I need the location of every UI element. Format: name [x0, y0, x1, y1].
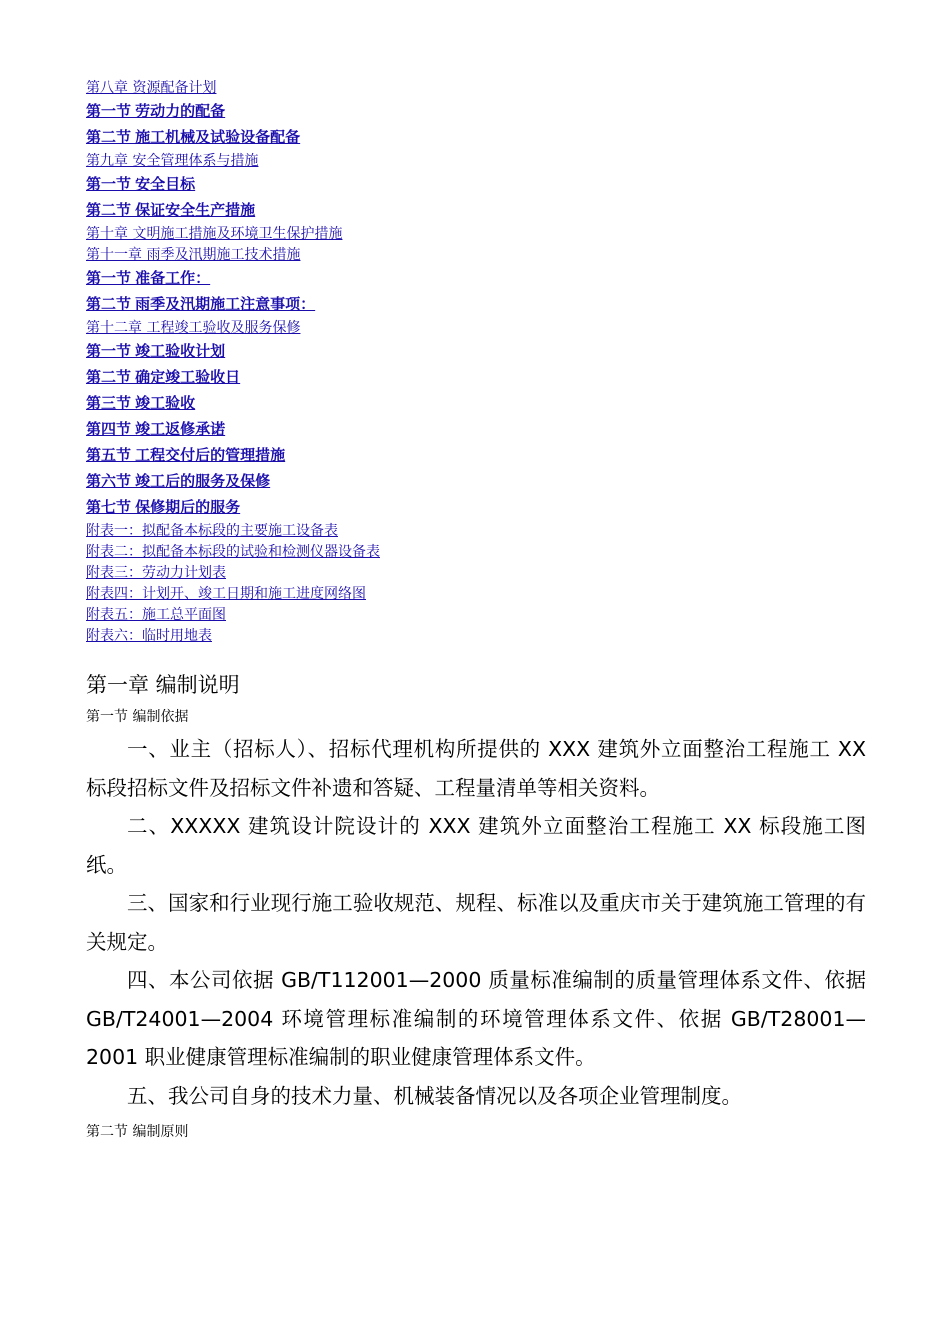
toc-link-section-8-1[interactable]: 第一节 劳动力的配备: [86, 103, 226, 120]
body-paragraph: 二、XXXXX 建筑设计院设计的 XXX 建筑外立面整治工程施工 XX 标段施工图纸。: [86, 814, 866, 877]
body-paragraph: 三、国家和行业现行施工验收规范、规程、标准以及重庆市关于建筑施工管理的有关规定。: [86, 891, 866, 954]
toc-link-appendix-3[interactable]: 附表三：劳动力计划表: [86, 565, 226, 581]
toc-link-section-12-7[interactable]: 第七节 保修期后的服务: [86, 499, 241, 516]
toc-link-chapter-11[interactable]: 第十一章 雨季及汛期施工技术措施: [86, 247, 301, 263]
toc-link-section-12-5[interactable]: 第五节 工程交付后的管理措施: [86, 447, 286, 464]
toc-link-section-9-1[interactable]: 第一节 安全目标: [86, 176, 196, 193]
toc-link-section-11-2[interactable]: 第二节 雨季及汛期施工注意事项：: [86, 296, 316, 313]
body-paragraph: 四、本公司依据 GB/T112001—2000 质量标准编制的质量管理体系文件、依据 GB/T24001—2004 环境管理标准编制的环境管理体系文件、依据 GB/T28001—2001 职业健康管理标准编制的职业健康管理体系文件。: [86, 968, 866, 1069]
toc-link-section-12-4[interactable]: 第四节 竣工返修承诺: [86, 421, 226, 438]
section-title-basis: 第一节 编制依据: [86, 709, 189, 725]
document-body: [86, 666, 866, 1147]
toc-link-appendix-6[interactable]: 附表六：临时用地表: [86, 628, 212, 644]
toc-link-chapter-8[interactable]: 第八章 资源配备计划: [86, 80, 217, 96]
toc-link-section-9-2[interactable]: 第二节 保证安全生产措施: [86, 202, 256, 219]
toc-link-appendix-4[interactable]: 附表四：计划开、竣工日期和施工进度网络图: [86, 586, 366, 602]
toc-link-appendix-2[interactable]: 附表二：拟配备本标段的试验和检测仪器设备表: [86, 544, 380, 560]
toc-link-chapter-9[interactable]: 第九章 安全管理体系与措施: [86, 153, 259, 169]
chapter-title: 第一章 编制说明: [86, 673, 240, 697]
toc-link-section-12-3[interactable]: 第三节 竣工验收: [86, 395, 196, 412]
toc-link-section-11-1[interactable]: 第一节 准备工作：: [86, 270, 211, 287]
toc-link-section-12-6[interactable]: 第六节 竣工后的服务及保修: [86, 473, 271, 490]
toc-link-section-12-1[interactable]: 第一节 竣工验收计划: [86, 343, 226, 360]
body-paragraph: 五、我公司自身的技术力量、机械装备情况以及各项企业管理制度。: [127, 1083, 742, 1108]
section-title-principles: 第二节 编制原则: [86, 1124, 189, 1140]
toc-link-chapter-10[interactable]: 第十章 文明施工措施及环境卫生保护措施: [86, 226, 343, 242]
table-of-contents: [86, 78, 886, 647]
toc-link-section-12-2[interactable]: 第二节 确定竣工验收日: [86, 369, 241, 386]
toc-link-appendix-5[interactable]: 附表五：施工总平面图: [86, 607, 226, 623]
toc-link-appendix-1[interactable]: 附表一：拟配备本标段的主要施工设备表: [86, 523, 338, 539]
toc-link-chapter-12[interactable]: 第十二章 工程竣工验收及服务保修: [86, 320, 301, 336]
body-paragraph: 一、业主（招标人）、招标代理机构所提供的 XXX 建筑外立面整治工程施工 XX 标段招标文件及招标文件补遗和答疑、工程量清单等相关资料。: [86, 737, 866, 800]
toc-link-section-8-2[interactable]: 第二节 施工机械及试验设备配备: [86, 129, 301, 146]
